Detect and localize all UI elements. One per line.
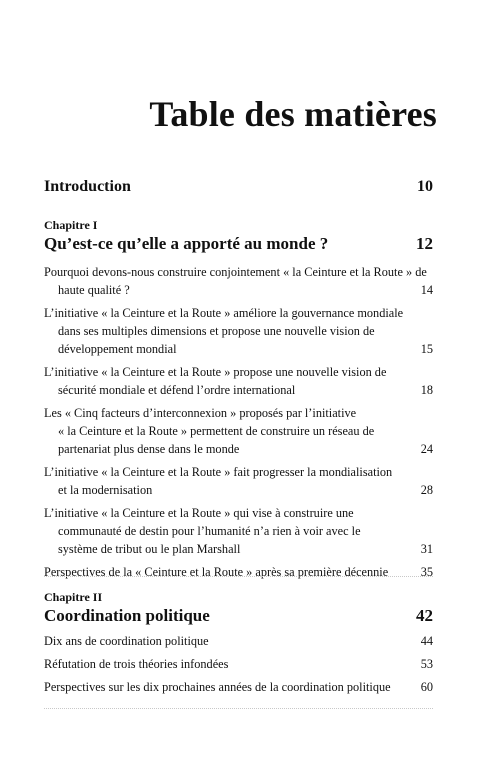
toc-entry-page: 18 [420,383,433,397]
toc-entry-text: et la modernisation [58,483,153,497]
toc-entry-text: Perspectives de la « Ceinture et la Route » après sa première décennie [44,565,389,579]
introduction-page: 10 [417,178,433,195]
toc-entry-line [44,422,433,440]
toc-entry-line [44,363,433,381]
toc-entry[interactable] [44,363,433,399]
toc-entry-line [44,540,433,558]
chapter-2-title[interactable] [44,606,433,626]
toc-entry-text: partenariat plus dense dans le monde [58,442,240,456]
chapter-1-title-text: Qu’est-ce qu’elle a apporté au monde ? [44,234,329,253]
toc-entry-line [44,632,433,650]
toc-entry-text: sécurité mondiale et défend l’ordre international [58,383,296,397]
toc-entry[interactable] [44,263,433,299]
toc-entry-line [44,463,433,481]
toc-entry-line [44,381,433,399]
toc-entry-line [44,263,433,281]
toc-entry-line [44,404,433,422]
toc-entry-text: Les « Cinq facteurs d’interconnexion » proposés par l’initiative [44,406,357,420]
chapter-2-page: 42 [416,606,433,625]
toc-entry[interactable] [44,404,433,458]
toc-entry[interactable] [44,563,433,581]
toc-entry-line [44,340,433,358]
chapter-divider-bottom [44,708,433,709]
toc-entry-page: 53 [420,657,433,671]
toc-entry-line [44,281,433,299]
toc-entry-text: L’initiative « la Ceinture et la Route » fait progresser la mondialisation [44,465,393,479]
toc-entry-line [44,481,433,499]
toc-entry-line [44,678,433,696]
chapter-1-label: Chapitre I [44,218,98,232]
toc-entry-text: Pourquoi devons-nous construire conjointement « la Ceinture et la Route » de [44,265,427,279]
chapter-2-label: Chapitre II [44,590,103,604]
toc-entry-text: communauté de destin pour l’humanité n’a rien à voir avec le [58,524,361,538]
toc-entry-page: 44 [420,634,433,648]
toc-entry-line [44,504,433,522]
chapter-2-title-text: Coordination politique [44,606,210,625]
toc-entry[interactable] [44,632,433,650]
toc-entry-line [44,304,433,322]
toc-entry-text: L’initiative « la Ceinture et la Route » améliore la gouvernance mondiale [44,306,404,320]
toc-entry-page: 28 [420,483,433,497]
chapter-1-page: 12 [416,234,433,253]
page-title: Table des matières [149,94,437,134]
toc-entry[interactable] [44,304,433,358]
toc-entry-page: 15 [420,342,433,356]
toc-entry-text: Dix ans de coordination politique [44,634,209,648]
toc-entry[interactable] [44,655,433,673]
toc-entry-line [44,322,433,340]
toc-entry-page: 24 [420,442,433,456]
toc-entry-line [44,522,433,540]
toc-entry-page: 14 [420,283,433,297]
toc-entry-line [44,440,433,458]
toc-entry-text: L’initiative « la Ceinture et la Route » propose une nouvelle vision de [44,365,387,379]
toc-entry-text: dans ses multiples dimensions et propose une nouvelle vision de [58,324,375,338]
toc-entry[interactable] [44,463,433,499]
toc-entry-text: L’initiative « la Ceinture et la Route » qui vise à construire une [44,506,354,520]
toc-entry-text: « la Ceinture et la Route » permettent de construire un réseau de [58,424,375,438]
toc-entry-text: Perspectives sur les dix prochaines années de la coordination politique [44,680,391,694]
toc-entry-text: développement mondial [58,342,177,356]
toc-entry[interactable] [44,504,433,558]
introduction-label: Introduction [44,178,131,195]
toc-entry-text: haute qualité ? [58,283,130,297]
toc-entry-line [44,655,433,673]
toc-entry[interactable] [44,678,433,696]
toc-entry-page: 31 [420,542,433,556]
toc-entry-line [44,563,433,581]
toc-entry-text: Réfutation de trois théories infondées [44,657,229,671]
toc-entry-introduction[interactable] [44,178,433,196]
chapter-1-title[interactable] [44,234,433,254]
toc-entry-text: système de tribut ou le plan Marshall [58,542,241,556]
toc-entry-page: 35 [420,565,433,579]
toc-entry-page: 60 [420,680,433,694]
chapter-divider [44,576,433,577]
